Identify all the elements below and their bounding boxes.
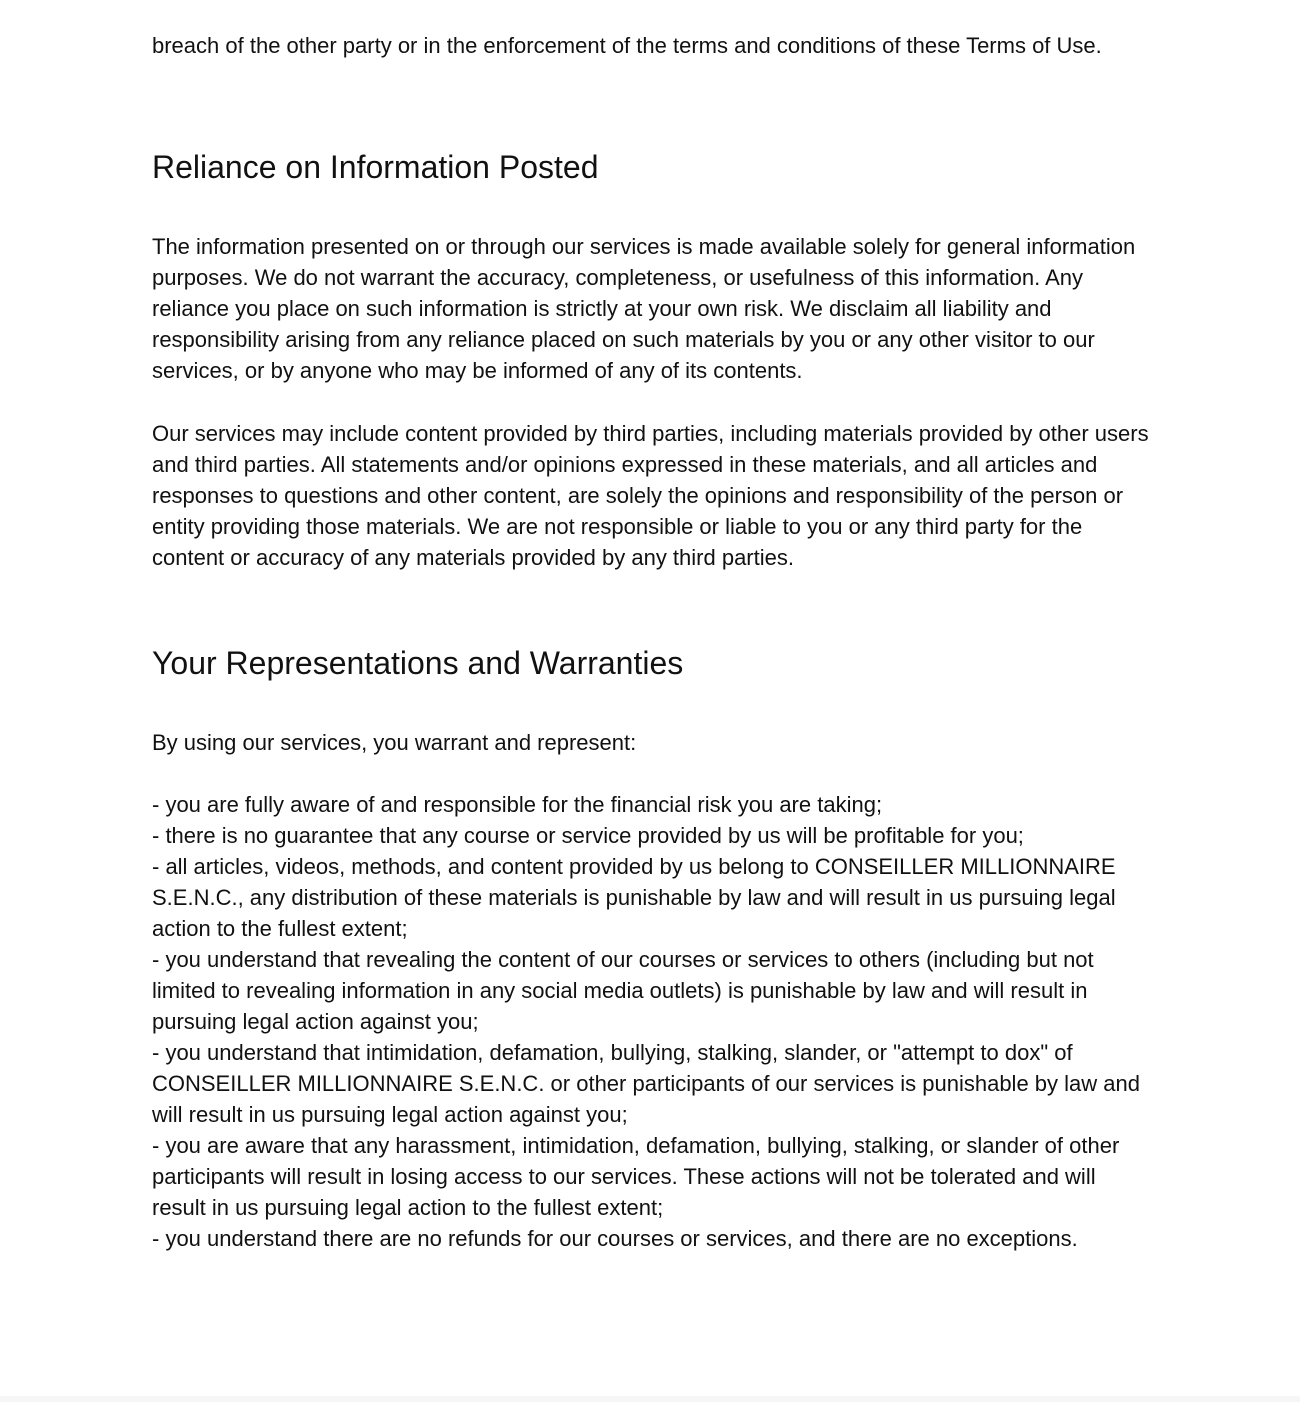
reliance-paragraph-1: The information presented on or through our services is made available solely for general information purposes. We do not warrant the accuracy, completeness, or usefulness of this information. Any reliance you place on such information is strictly at your own risk. We disclaim all liability and responsibility arising from any reliance placed on such materials by you or any other visitor to our services, or by anyone who may be informed of any of its contents. — [152, 234, 1136, 383]
list-item: - you are fully aware of and responsible for the financial risk you are taking; — [152, 792, 883, 817]
reliance-paragraph-2: Our services may include content provided by third parties, including materials provided by other users and third parties. All statements and/or opinions expressed in these materials, and all articles and responses to questions and other content, are solely the opinions and responsibility of the person or entity providing those materials. We are not responsible or liable to you or any third party for the content or accuracy of any materials provided by any third parties. — [152, 421, 1149, 570]
representations-intro: By using our services, you warrant and represent: — [152, 730, 637, 755]
terms-content — [152, 30, 1152, 1254]
page-bottom-divider — [0, 1396, 1300, 1402]
list-item: - you understand that intimidation, defamation, bullying, stalking, slander, or "attempt to dox" of CONSEILLER MILLIONNAIRE S.E.N.C. or other participants of our services is punishable by law and will result in us pursuing legal action against you; — [152, 1040, 1140, 1127]
list-item: - you are aware that any harassment, intimidation, defamation, bullying, stalking, or slander of other participants will result in losing access to our services. These actions will not be tolerated and will result in us pursuing legal action to the fullest extent; — [152, 1133, 1120, 1220]
list-item: - you understand there are no refunds for our courses or services, and there are no exceptions. — [152, 1226, 1078, 1251]
intro-tail-paragraph: breach of the other party or in the enforcement of the terms and conditions of these Terms of Use. — [152, 33, 1102, 58]
section-heading-reliance: Reliance on Information Posted — [152, 149, 599, 185]
representations-list — [152, 789, 1152, 1254]
list-item: - you understand that revealing the content of our courses or services to others (including but not limited to revealing information in any social media outlets) is punishable by law and will result in pursuing legal action against you; — [152, 947, 1094, 1034]
list-item: - there is no guarantee that any course or service provided by us will be profitable for you; — [152, 823, 1024, 848]
list-item: - all articles, videos, methods, and content provided by us belong to CONSEILLER MILLIONNAIRE S.E.N.C., any distribution of these materials is punishable by law and will result in us pursuing legal action to the fullest extent; — [152, 854, 1116, 941]
section-heading-representations: Your Representations and Warranties — [152, 645, 684, 681]
